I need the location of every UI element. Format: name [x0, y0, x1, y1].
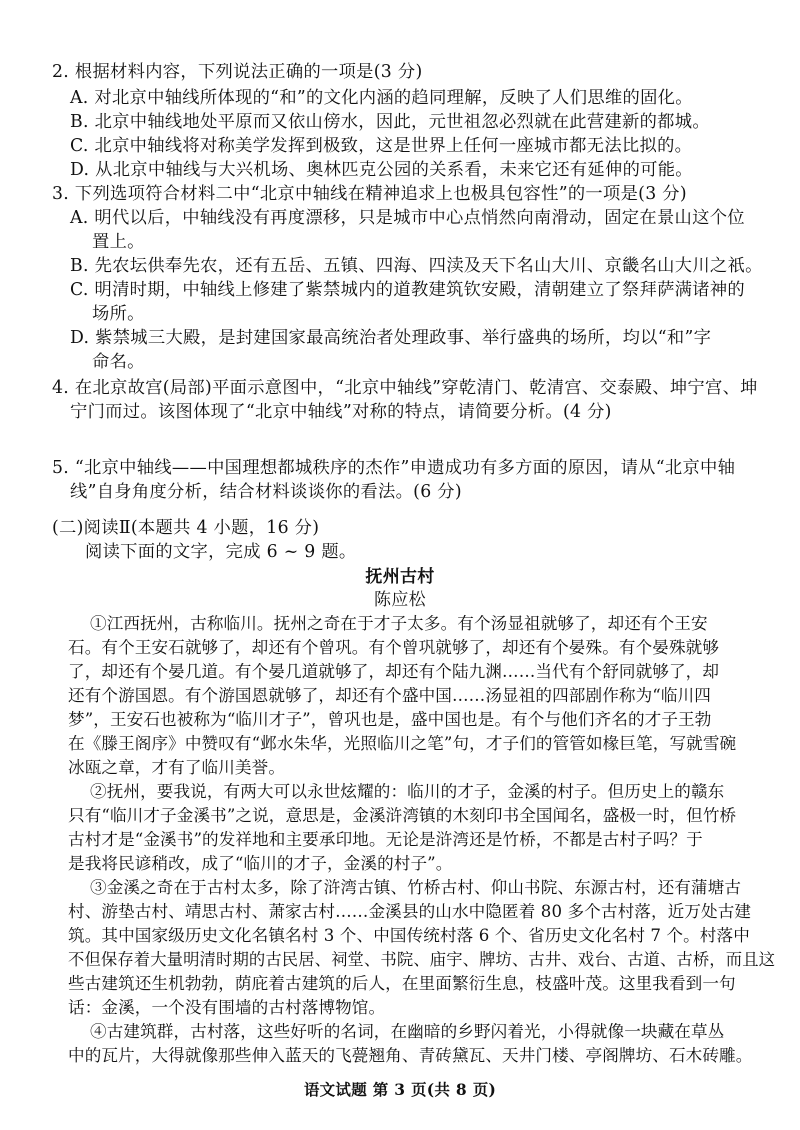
section-2-heading: (二)阅读Ⅱ(本题共 4 小题，16 分) [52, 518, 320, 538]
question-2-option-a: A. 对北京中轴线所体现的“和”的文化内涵的趋同理解，反映了人们思维的固化。 [70, 88, 693, 108]
question-3-option-d-cont: 命名。 [92, 352, 145, 372]
question-3-option-c: C. 明清时期，中轴线上修建了紫禁城内的道教建筑钦安殿，清朝建立了祭拜萨满诸神的 [70, 280, 746, 300]
paragraph-2-line: 古村才是“金溪书”的发祥地和主要承印地。无论是浒湾还是竹桥，不都是古村子吗？于 [68, 830, 703, 849]
paragraph-1-line: 冰瓯之章，才有了临川美誉。 [68, 758, 286, 777]
article-author: 陈应松 [374, 590, 426, 610]
question-3-option-b: B. 先农坛供奉先农，还有五岳、五镇、四海、四渎及天下名山大川、京畿名山大川之祇。 [70, 256, 763, 276]
question-2-option-d: D. 从北京中轴线与大兴机场、奥林匹克公园的关系看，未来它还有延伸的可能。 [70, 160, 693, 180]
question-5-line-1: 5. “北京中轴线——中国理想都城秩序的杰作”申遗成功有多方面的原因，请从“北京中轴 [52, 458, 736, 478]
paragraph-3-line: 话：金溪，一个没有围墙的古村落博物馆。 [68, 998, 386, 1017]
article-title: 抚州古村 [365, 567, 435, 587]
question-5-line-2: 线”自身角度分析，结合材料谈谈你的看法。(6 分) [70, 482, 462, 502]
paragraph-4-line: ④古建筑群，古村落，这些好听的名词，在幽暗的乡野闪着光，小得就像一块藏在草丛 [90, 1022, 725, 1041]
paragraph-3-line: 筑。其中国家级历史文化名镇名村 3 个、中国传统村落 6 个、省历史文化名村 7 个。村落中 [68, 926, 750, 945]
paragraph-1-line: ①江西抚州，古称临川。抚州之奇在于才子太多。有个汤显祖就够了，却还有个王安 [90, 614, 708, 633]
page-footer: 语文试题 第 3 页(共 8 页) [303, 1080, 497, 1099]
paragraph-2-line: 是我将民谚稍改，成了“临川的才子，金溪的村子”。 [68, 854, 453, 873]
question-4-line-1: 4. 在北京故宫(局部)平面示意图中，“北京中轴线”穿乾清门、乾清宫、交泰殿、坤宁宫、坤 [52, 378, 758, 398]
paragraph-1-line: 在《滕王阁序》中赞叹有“邺水朱华，光照临川之笔”句，才子们的管管如椽巨笔，写就雪碗 [68, 734, 737, 753]
paragraph-1-line: 了，却还有个晏几道。有个晏几道就够了，却还有个陆九渊……当代有个舒同就够了，却 [68, 662, 720, 681]
question-3-option-a: A. 明代以后，中轴线没有再度漂移，只是城市中心点悄然向南滑动，固定在景山这个位 [70, 208, 745, 228]
paragraph-1-line: 石。有个王安石就够了，却还有个曾巩。有个曾巩就够了，却还有个晏殊。有个晏殊就够 [68, 638, 720, 657]
question-3-option-c-cont: 场所。 [92, 304, 145, 324]
paragraph-4-line: 中的瓦片，大得就像那些伸入蓝天的飞甍翘角、青砖黛瓦、天井门楼、亭阁牌坊、石木砖雕。 [68, 1046, 753, 1065]
paragraph-3-line: 些古建筑还生机勃勃，荫庇着古建筑的后人，在里面繁衍生息，枝盛叶茂。这里我看到一句 [68, 974, 736, 993]
question-3-option-a-cont: 置上。 [92, 232, 145, 252]
paragraph-3-line: 不但保存着大量明清时期的古民居、祠堂、书院、庙宇、牌坊、古井、戏台、古道、古桥，而且这 [68, 950, 776, 969]
paragraph-3-line: ③金溪之奇在于古村太多，除了浒湾古镇、竹桥古村、仰山书院、东源古村，还有蒲塘古 [90, 878, 742, 897]
question-3-option-d: D. 紫禁城三大殿，是封建国家最高统治者处理政事、举行盛典的场所，均以“和”字 [70, 328, 712, 348]
question-4-line-2: 宁门而过。该图体现了“北京中轴线”对称的特点，请简要分析。(4 分) [70, 402, 612, 422]
question-2-option-c: C. 北京中轴线将对称美学发挥到极致，这是世界上任何一座城市都无法比拟的。 [70, 136, 693, 156]
paragraph-3-line: 村、游垫古村、靖思古村、萧家古村……金溪县的山水中隐匿着 80 多个古村落，近万处古建 [68, 902, 752, 921]
question-2-stem: 2. 根据材料内容，下列说法正确的一项是(3 分) [52, 62, 423, 82]
question-3-stem: 3. 下列选项符合材料二中“北京中轴线在精神追求上也极具包容性”的一项是(3 分) [52, 184, 687, 204]
section-2-instruction: 阅读下面的文字，完成 6 ~ 9 题。 [85, 542, 357, 562]
paragraph-1-line: 还有个游国恩。有个游国恩就够了，却还有个盛中国……汤显祖的四部剧作称为“临川四 [68, 686, 711, 705]
question-2-option-b: B. 北京中轴线地处平原而又依山傍水，因此，元世祖忽必烈就在此营建新的都城。 [70, 112, 710, 132]
paragraph-2-line: ②抚州，要我说，有两大可以永世炫耀的：临川的才子，金溪的村子。但历史上的赣东 [90, 782, 725, 801]
paragraph-1-line: 梦”，王安石也被称为“临川才子”，曾巩也是，盛中国也是。有个与他们齐名的才子王勃 [68, 710, 712, 729]
paragraph-2-line: 只有“临川才子金溪书”之说，意思是，金溪浒湾镇的木刻印书全国闻名，盛极一时，但竹桥 [68, 806, 737, 825]
